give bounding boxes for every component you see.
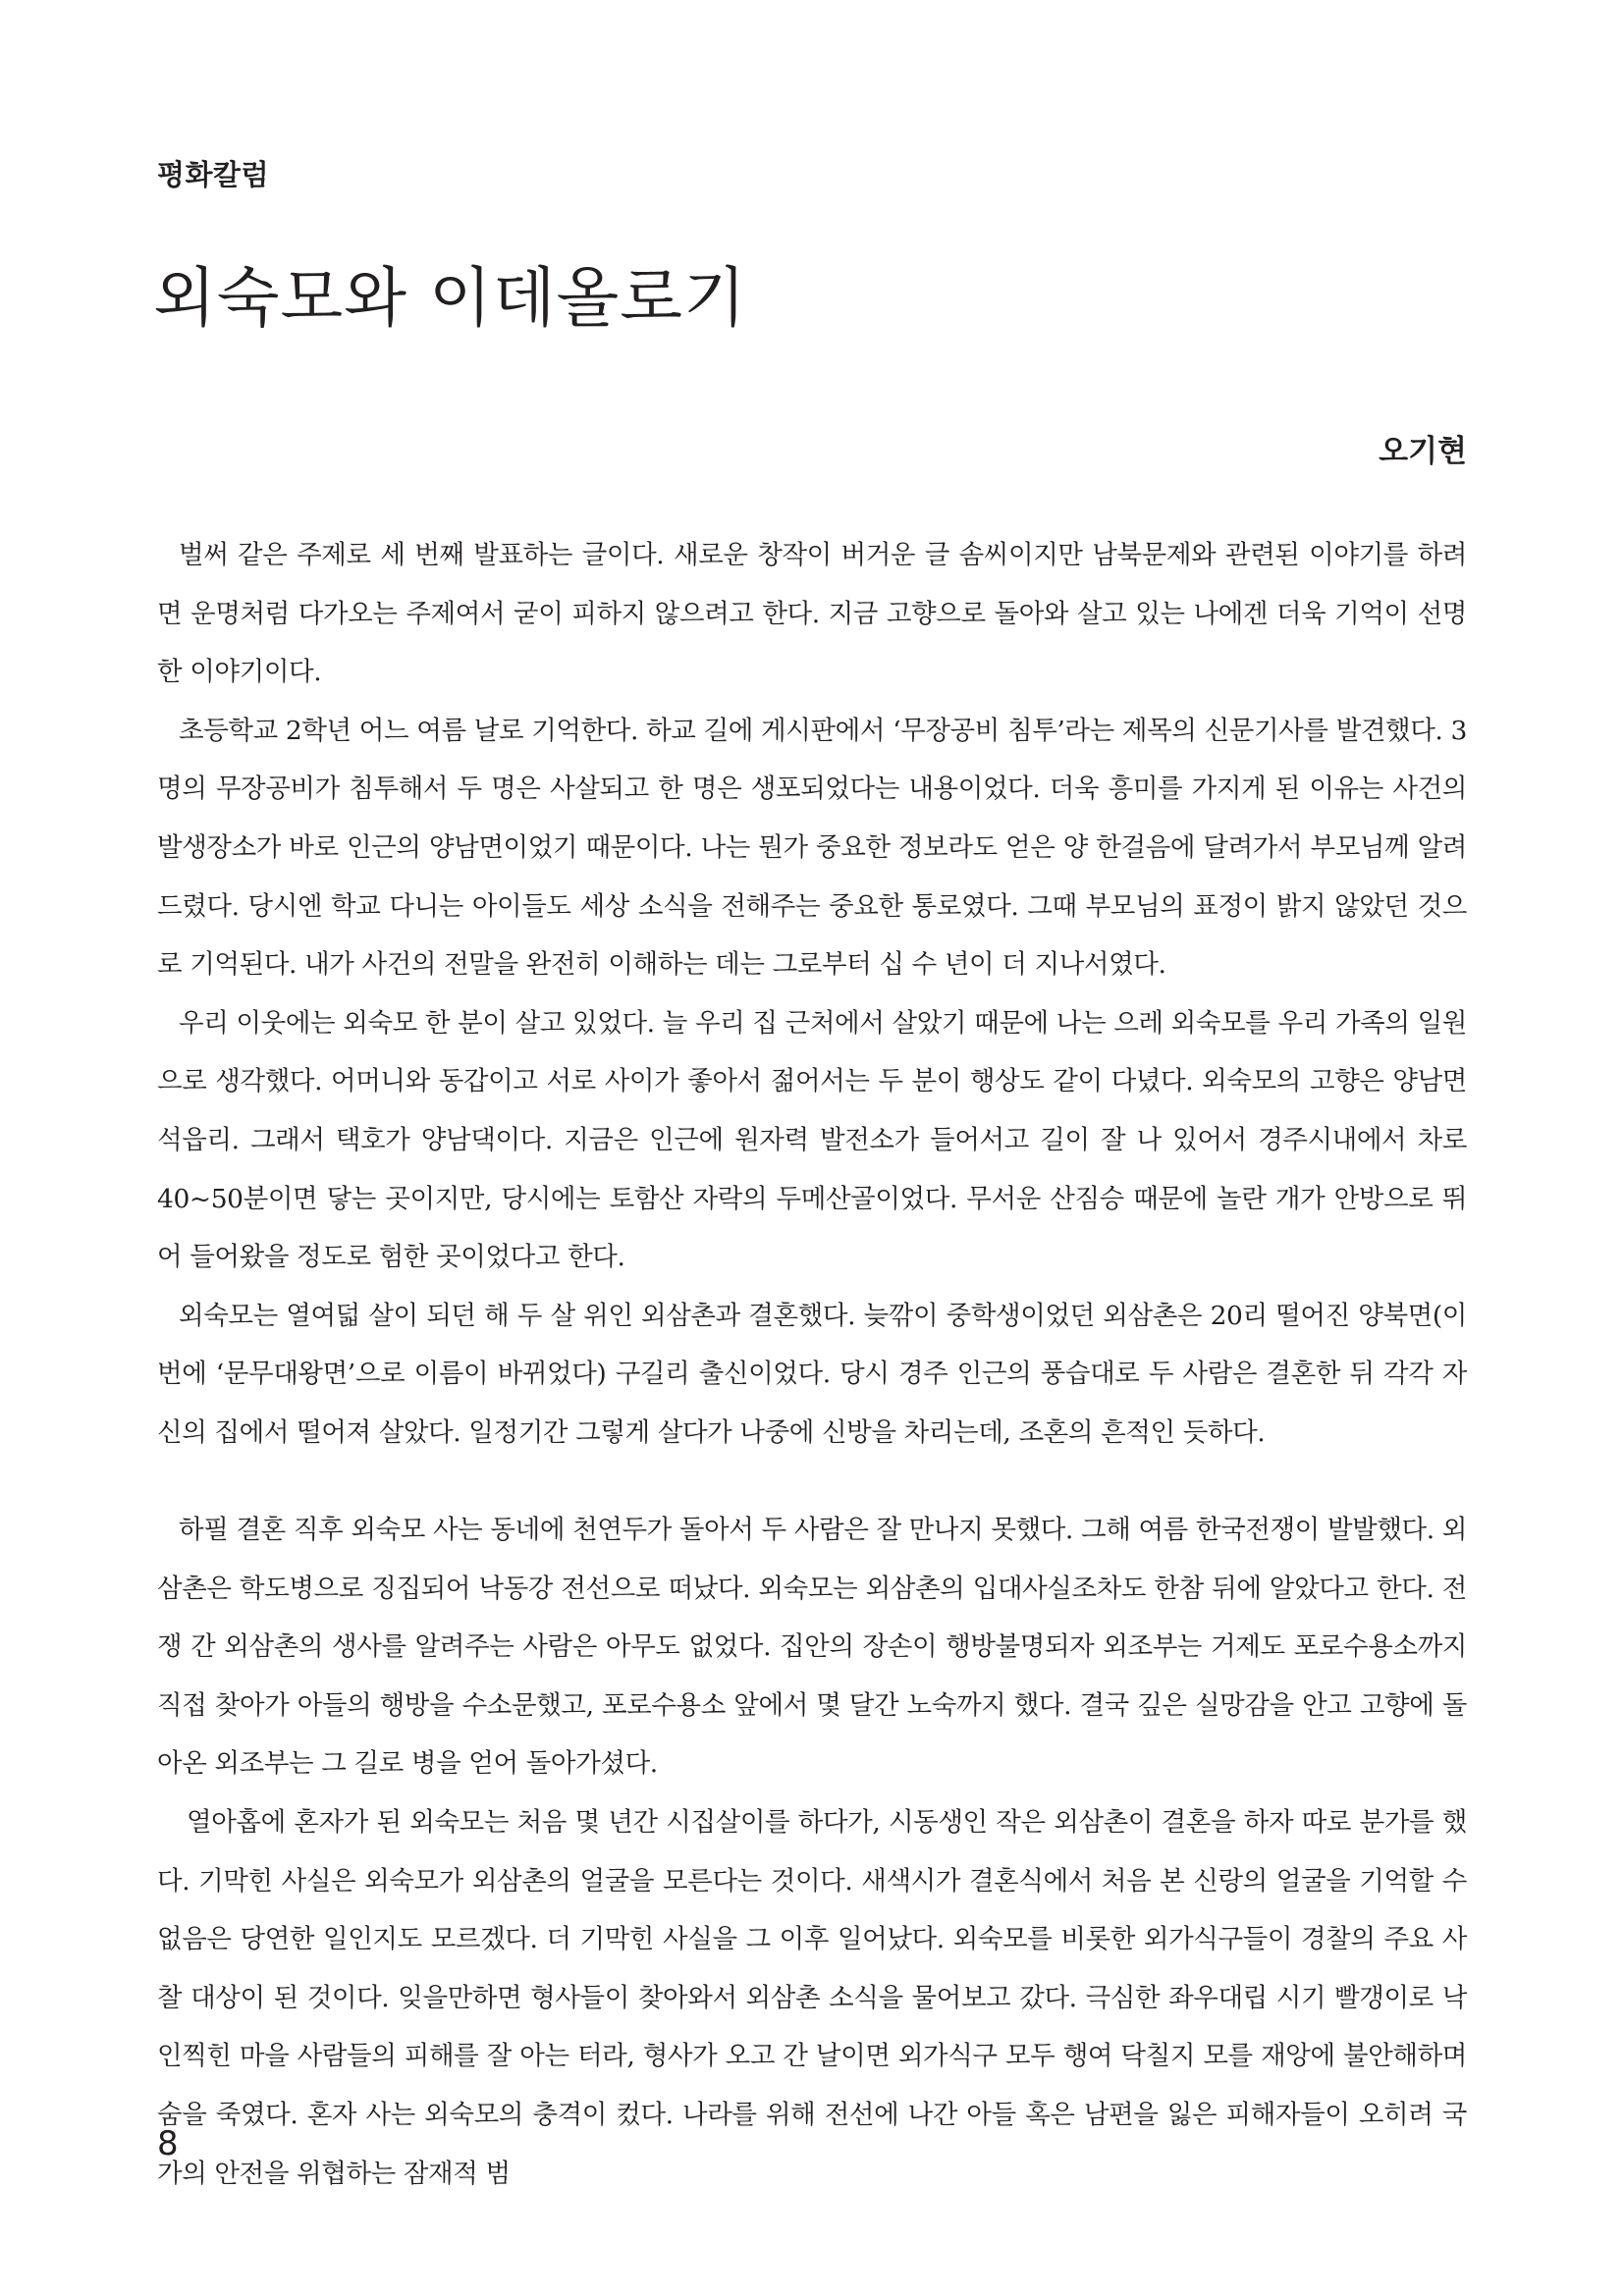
paragraph: 하필 결혼 직후 외숙모 사는 동네에 천연두가 돌아서 두 사람은 잘 만나지 못했다. 그해 여름 한국전쟁이 발발했다. 외삼촌은 학도병으로 징집되어 낙동강 전선으로 떠났다. 외숙모는 외삼촌의 입대사실조차도 한참 뒤에 알았다고 한다. 전쟁 간 외삼촌의 생사를 알려주는 사람은 아무도 없었다. 집안의 장손이 행방불명되자 외조부는 거제도 포로수용소까지 직접 찾아가 아들의 행방을 수소문했고, 포로수용소 앞에서 몇 달간 노숙까지 했다. 결국 깊은 실망감을 안고 고향에 돌아온 외조부는 그 길로 병을 얻어 돌아가셨다. [157,1515,1467,1780]
paragraph: 우리 이웃에는 외숙모 한 분이 살고 있었다. 늘 우리 집 근처에서 살았기 때문에 나는 으레 외숙모를 우리 가족의 일원으로 생각했다. 어머니와 동갑이고 서로 사이가 좋아서 젊어서는 두 분이 행상도 같이 다녔다. 외숙모의 고향은 양남면 석읍리. 그래서 택호가 양남댁이다. 지금은 인근에 원자력 발전소가 들어서고 길이 잘 나 있어서 경주시내에서 차로 40~50분이면 닿는 곳이지만, 당시에는 토함산 자락의 두메산골이었다. 무서운 산짐승 때문에 놀란 개가 안방으로 뛰어 들어왔을 정도로 험한 곳이었다고 한다. [157,1007,1467,1273]
paragraph: 벌써 같은 주제로 세 번째 발표하는 글이다. 새로운 창작이 버거운 글 솜씨이지만 남북문제와 관련된 이야기를 하려면 운명처럼 다가오는 주제여서 굳이 피하지 않으려고 한다. 지금 고향으로 돌아와 살고 있는 나에겐 더욱 기억이 선명한 이야기이다. [157,540,1467,688]
page-number: 8 [157,2124,179,2163]
page-title: 외숙모와 이데올로기 [153,260,747,336]
paragraph: 열아홉에 혼자가 된 외숙모는 처음 몇 년간 시집살이를 하다가, 시동생인 작은 외삼촌이 결혼을 하자 따로 분가를 했다. 기막힌 사실은 외숙모가 외삼촌의 얼굴을 모른다는 것이다. 새색시가 결혼식에서 처음 본 신랑의 얼굴을 기억할 수 없음은 당연한 일인지도 모르겠다. 더 기막힌 사실을 그 이후 일어났다. 외숙모를 비롯한 외가식구들이 경찰의 주요 사찰 대상이 된 것이다. 잊을만하면 형사들이 찾아와서 외삼촌 소식을 물어보고 갔다. 극심한 좌우대립 시기 빨갱이로 낙인찍힌 마을 사람들의 피해를 잘 아는 터라, 형사가 오고 간 날이면 외가식구 모두 행여 닥칠지 모를 재앙에 불안해하며 숨을 죽였다. 혼자 사는 외숙모의 충격이 컸다. 나라를 위해 전선에 나간 아들 혹은 남편을 잃은 피해자들이 오히려 국가의 안전을 위협하는 잠재적 범 [157,1806,1467,2189]
section-label: 평화칼럼 [157,158,270,191]
paragraph: 외숙모는 열여덟 살이 되던 해 두 살 위인 외삼촌과 결혼했다. 늦깎이 중학생이었던 외삼촌은 20리 떨어진 양북면(이번에 ‘문무대왕면’으로 이름이 바뀌었다) 구길리 출신이었다. 당시 경주 인근의 풍습대로 두 사람은 결혼한 뒤 각각 자신의 집에서 떨어져 살았다. 일정기간 그렇게 살다가 나중에 신방을 차리는데, 조혼의 흔적인 듯하다. [157,1300,1467,1448]
article-body-block-1 [157,526,1467,1463]
article-body-block-2 [157,1501,1467,2203]
paragraph: 초등학교 2학년 어느 여름 날로 기억한다. 하교 길에 게시판에서 ‘무장공비 침투’라는 제목의 신문기사를 발견했다. 3명의 무장공비가 침투해서 두 명은 사살되고 한 명은 생포되었다는 내용이었다. 더욱 흥미를 가지게 된 이유는 사건의 발생장소가 바로 인근의 양남면이었기 때문이다. 나는 뭔가 중요한 정보라도 얻은 양 한걸음에 달려가서 부모님께 알려드렸다. 당시엔 학교 다니는 아이들도 세상 소식을 전해주는 중요한 통로였다. 그때 부모님의 표정이 밝지 않았던 것으로 기억된다. 내가 사건의 전말을 완전히 이해하는 데는 그로부터 십 수 년이 더 지나서였다. [157,715,1467,981]
author-name: 오기현 [1379,434,1467,469]
